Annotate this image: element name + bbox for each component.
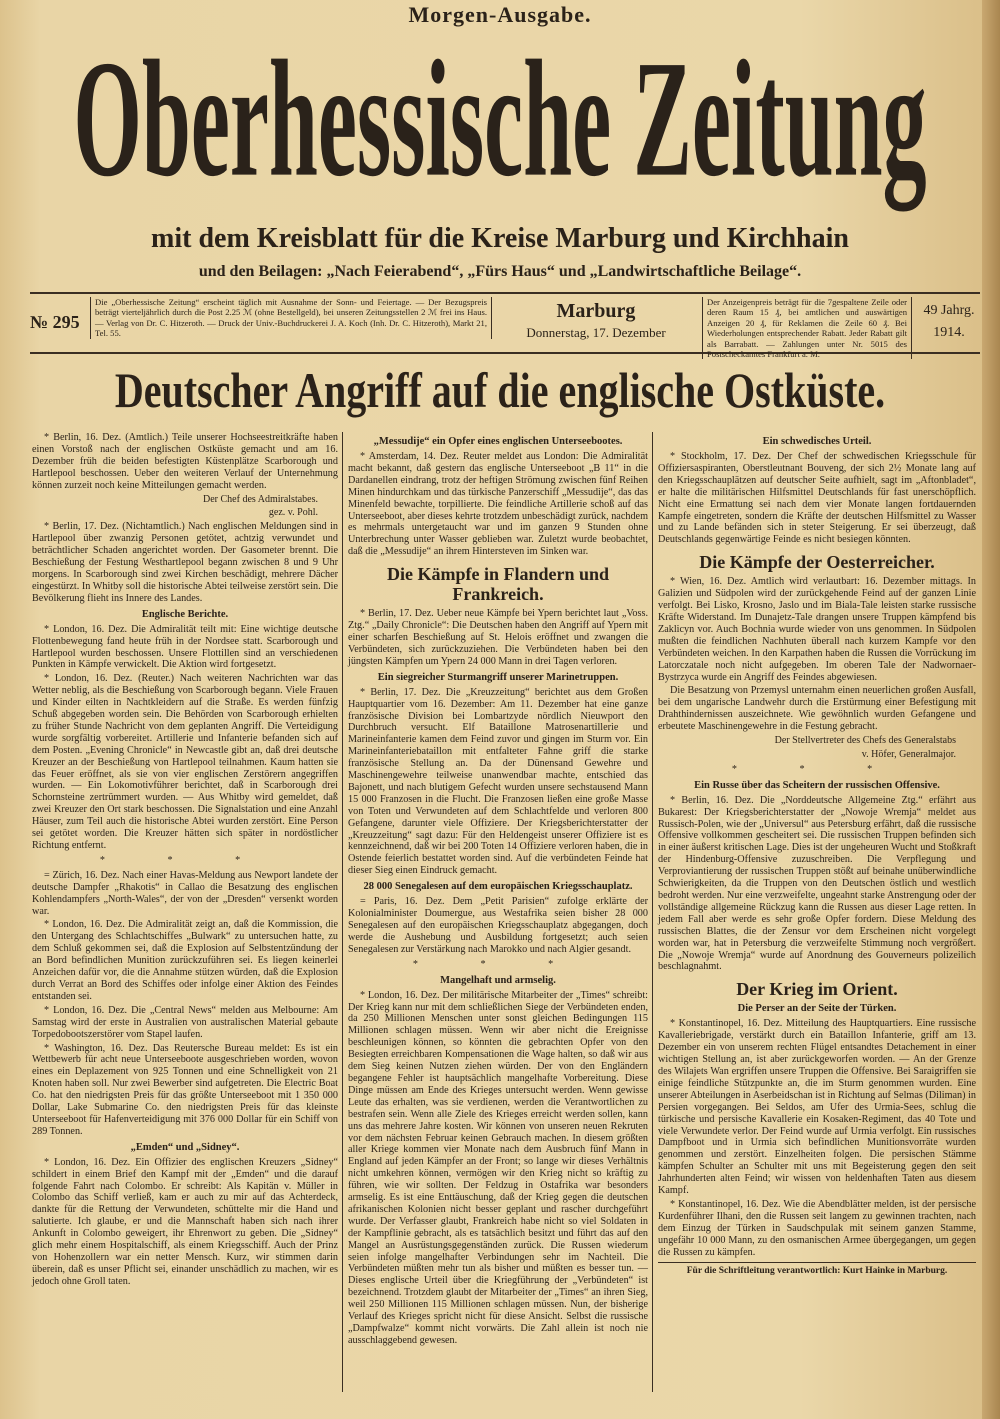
separator-stars: * * * bbox=[412, 958, 584, 970]
subscription-info: Die „Oberhessische Zeitung“ erscheint täglich mit Ausnahme der Sonn- und Feiertage. — Der Bezugspreis beträgt vierteljährlich durch die Post 2.25 ℳ (ohne Bestellgeld), bei unseren Zeitungsstellen 2 ℳ frei ins Haus. — Verlag von Dr. C. Hitzeroth. — Druck der Univ.-Buchdruckerei J. A. Koch (Inh. Dr. C. Hitzeroth), Markt 21, Tel. 55. bbox=[90, 297, 492, 339]
separator-stars: * * * bbox=[731, 763, 903, 775]
article-heading: Ein siegreicher Sturmangriff unserer Marinetruppen. bbox=[377, 671, 619, 683]
article-paragraph: * Berlin, 16. Dez. (Amtlich.) Teile unserer Hochseestreitkräfte haben einen Vorstoß nach der englischen Ostküste gemacht und am 16. Dezember früh die beiden befestigten Küstenplätze Scarborough und Hartlepool beschossen. Ueber den weiteren Verlauf der Unternehmung können zurzeit noch keine Mitteilungen gemacht werden. bbox=[32, 432, 338, 491]
page-edge bbox=[982, 0, 1000, 1419]
article-heading: Mangelhaft und armselig. bbox=[440, 974, 556, 986]
info-strip bbox=[30, 292, 980, 360]
advertising-info: Der Anzeigenpreis beträgt für die 7gespaltene Zeile oder deren Raum 15 ₰, bei amtlichen und auswärtigen Anzeigen 20 ₰, für Reklamen die Zeile 60 ₰. Bei Wiederholungen entsprechender Rabatt. Jeder Rabatt gilt als Barrabatt. — Zahlungen unter Nr. 5015 des Postscheckamtes Frankfurt a. M. bbox=[702, 297, 912, 359]
article-paragraph: * London, 16. Dez. Die Admiralität teilt mit: Eine wichtige deutsche Flottenbewegung fand heute früh in der Nordsee statt. Scarborough und Hartlepool wurden beschossen. Unsere Flottillen sind an verschiedenen Punkten in Kämpfe verwickelt. Die Aktion wird fortgesetzt. bbox=[32, 623, 338, 671]
volume-year bbox=[918, 300, 980, 344]
year: 1914. bbox=[933, 325, 965, 340]
column-rule bbox=[342, 432, 343, 1392]
signature: gez. v. Pohl. bbox=[268, 507, 318, 519]
article-paragraph: = Paris, 16. Dez. Dem „Petit Parisien“ zufolge erklärte der Kolonialminister Doumergue, aus Westafrika seien bisher 28 000 Senegalesen auf den europäischen Kriegsschauplatz abgegangen, doch werde die Aushebung und Ausbildung fortgesetzt; auch seien Senegalesen zur Verstärkung nach Marokko und nach Algier gesandt. bbox=[348, 896, 648, 955]
column-2 bbox=[348, 432, 648, 1349]
article-heading: Ein schwedisches Urteil. bbox=[762, 436, 872, 447]
article-paragraph: * London, 16. Dez. (Reuter.) Nach weiteren Nachrichten war das Wetter neblig, als die Beschießung von Scarborough begann. Viele Frauen und Kinder eilten in Nachtkleidern auf die Straße. Es werden fünfzig Schuß abgegeben worden sein. Die Behörden von Scarborough erhielten zu früher Stunde Nachricht von dem geplanten Angriff. Die Verteidigung wurde sorgfältig vorbereitet. Artillerie und Infanterie befanden sich auf dem Posten. „Evening Chronicle“ in Newcastle gibt an, daß drei deutsche Kreuzer an der Beschießung von Hartlepool teilnahmen. Kaum hatten sie das Feuer eröffnet, als sie von vier englischen Zerstörern angegriffen wurden. — Ein Lokomotivführer berichtet, daß in Scarborough drei Schornsteine zertrümmert wurden. — Aus Whitby wird gemeldet, daß zwei Kreuzer den Ort stark beschossen. Die Signalstation und eine Anzahl Häuser, zum Teil auch die historische Abtei wurden zerstört. Eine Person sei getötet worden. Die Kreuzer hätten sich später in nordöstlicher Richtung entfernt. bbox=[32, 673, 338, 851]
article-paragraph: * Amsterdam, 14. Dez. Reuter meldet aus London: Die Admiralität macht bekannt, daß gestern das englische Unterseeboot „B 11“ in die Dardanellen eindrang, trotz der heftigen Strömung zwischen fünf Reihen Minen hindurchkam und das türkische Panzerschiff „Messudije“, das das Minenfeld bewachte, torpillierte. Die feindliche Artillerie schoß auf das Unterseeboot, aber dieses kehrte trotzdem unbeschädigt zurück, nachdem es mehrmals untergetaucht war und im ganzen 9 Stunden ohne Unterbrechung unter Wasser geblieben war. Zuletzt wurde beobachtet, daß die „Messudije“ an ihrem Hintersteven im Sinken war. bbox=[348, 451, 648, 558]
supplements-line: und den Beilagen: „Nach Feierabend“, „Fürs Haus“ und „Landwirtschaftliche Beilage“. bbox=[198, 263, 802, 280]
article-paragraph: * Wien, 16. Dez. Amtlich wird verlautbart: 16. Dezember mittags. In Galizien und Südpolen wird der zurückgehende Feind auf der ganzen Linie verfolgt. Bei Lisko, Krosno, Jaslo und im Biala-Tale leisten starke russische Kräfte Widerstand. Im Dunajetz-Tale drangen unsere Truppen kämpfend bis Zaklicyn vor. Auch Bochnia wurde wieder von uns genommen. In Südpolen mußten die feindlichen Nachhuten überall nach kurzem Kampfe vor den Verbündeten weichen. In den Karpathen haben die Russen die Vorrückung im Latorczatale noch nicht aufgegeben. Im oberen Tale der Nadwornaer-Bystrzyca wurde ein Angriff des Feindes abgewiesen. bbox=[658, 576, 976, 683]
editor-credit: Für die Schriftleitung verantwortlich: Kurt Hainke in Marburg. bbox=[658, 1262, 976, 1277]
article-paragraph: * Berlin, 16. Dez. Die „Norddeutsche Allgemeine Ztg.“ erfährt aus Bukarest: Der Kriegsberichterstatter der „Nowoje Wremja“ meldet aus Russisch-Polen, wie der „Universul“ aus Petersburg erfährt, daß die russische Offensive vollkommen gescheitert sei. Die russischen Truppen befinden sich in einer äußerst kritischen Lage. Dies ist der ungeheuren Wucht und Stoßkraft der Hindenburg-Offensive zuzuschreiben. Die Verpflegung und Verproviantierung der russischen Truppen stößt auf beinahe unüberwindliche Schwierigkeiten, da die Truppen von den Deutschen östlich und westlich bedroht werden. Nur eine verzweifelte, ungeahnt starke Anstrengung oder der vollständige allgemeine Rückzug kann die Russen aus dieser Lage retten. In jedem Fall aber werde es sehr große Opfer fordern. Diese Meldung des russischen Blattes, die der Zensur vor dem Erscheinen nicht vorgelegt worden war, hat in Petersburg die verzweifelte Stimmung noch vergrößert. Die „Nowoje Wremja“ wurde auf Anordnung des Gouverneurs polizeilich beschlagnahmt. bbox=[658, 794, 976, 973]
article-heading: Englische Berichte. bbox=[141, 608, 229, 620]
article-heading: „Messudije“ ein Opfer eines englischen Unterseebootes. bbox=[373, 436, 623, 447]
article-paragraph: * Stockholm, 17. Dez. Der Chef der schwedischen Kriegsschule für Offiziersaspiranten, Oberstleutnant Bouveng, der sich 2½ Monate lang auf den Kriegsschauplätzen auf deutscher Seite aufhielt, sagt im „Aftonbladet“, er halte die militärischen Hilfsmittel Deutschlands für fast unerschöpflich. Nicht eine Ermattung sei nach dem vier Monate langen fortdauernden Kampfe eingetreten, sondern die Kräfte der deutschen Hilfsmittel zu Wasser und zu Lande befänden sich in steter Steigerung. Er sei überzeugt, daß Deutschlands gegenwärtige Feinde es nicht besiegen könnten. bbox=[658, 451, 976, 546]
column-rule bbox=[652, 432, 653, 1392]
separator-stars: * * * bbox=[99, 854, 271, 866]
article-paragraph: * Washington, 16. Dez. Das Reutersche Bureau meldet: Es ist ein Wettbewerb für acht neue Unterseeboote ausgeschrieben worden, wovon eines ein Deplazement von 925 Tonnen und eine Schnelligkeit von 21 Knoten haben soll. Nur zwei Bewerber sind aufgetreten. Die Electric Boat Co. hat den niedrigsten Preis für das größte Unterseeboot mit 1 350 000 Dollar, Lake Submarine Co. den niedrigsten Preis für das kleinste Unterseeboot für Hafenverteidigung mit 376 000 Dollar für ein Schiff von 289 Tonnen. bbox=[32, 1042, 338, 1137]
article-heading: 28 000 Senegalesen auf dem europäischen Kriegsschauplatz. bbox=[363, 881, 633, 893]
article-heading: Die Perser an der Seite der Türken. bbox=[737, 1003, 897, 1015]
article-paragraph: * Konstantinopel, 16. Dez. Mitteilung des Hauptquartiers. Eine russische Kavalleriebrigade, verstärkt durch ein Bataillon Infanterie, griff am 13. Dezember ein von unserem rechten Flügel entsandtes Detachement in einer wichtigen Stellung an, ist aber zurückgeworfen worden. — An der Grenze des Wilajets Wan ergriffen unsere Truppen die Offensive. Bei Saraigriffen sie einige feindliche Stützpunkte an, die im Sturm genommen wurden. Eine unserer Abteilungen in Aserbeidschan ist in Richtung auf Selmas (Diliman) in Persien vorgegangen. Bei Seldos, am Ufer des Urmia-Sees, schlug die türkische und persische Kavallerie ein Kosaken-Regiment, das 40 Tote und viele Verwundete verlor. Der Feind wurde auf Urmia verfolgt. Ein russisches Dampfboot und in Urmia sich befindlichen Munitionsvorräte wurden genommen und zerstört. Einzelheiten folgen. Die persischen Stämme kämpfen Schulter an Schulter mit uns mit Begeisterung gegen den seit Jahrhunderten alten Feind; wir wissen von heldenhaften Taten aus diesem Kampf. bbox=[658, 1018, 977, 1197]
article-paragraph: * London, 16. Dez. Ein Offizier des englischen Kreuzers „Sidney“ schildert in einem Brief den Kampf mit der „Emden“ und die darauf folgende Fahrt nach Colombo. Er schreibt: Als Kapitän v. Müller in Colombo das Schiff verließ, kam er auch zu mir auf das Achterdeck, dankte für die Rettung der Verwundeten, schüttelte mir die Hand und salutierte. Ich glaube, er und die Mannschaft haben sich nach ihrer Ankunft in Colombo geweigert, ihr Ehrenwort zu geben. Die „Sidney“ glich mehr einem Hospitalschiff, als einem Kriegsschiff. Auch der Prinz von Hohenzollern war ein netter Mensch. Kurz, wir stimmen darin überein, daß es unser Pflicht sei, einander unschädlich zu machen, wir es jedoch ohne Groll taten. bbox=[32, 1156, 338, 1287]
issue-date: Donnerstag, 17. Dezember bbox=[526, 325, 666, 340]
edition-label: Morgen-Ausgabe. bbox=[408, 2, 592, 27]
signature: Der Chef des Admiralstabes. bbox=[203, 493, 318, 505]
article-paragraph: * London, 16. Dez. Die „Central News“ melden aus Melbourne: Am Samstag wird der erste in Australien von australischen Material gebaute Torpedobootszerstörer vom Stapel laufen. bbox=[32, 1004, 338, 1040]
column-1 bbox=[32, 432, 338, 1290]
article-paragraph: * Berlin, 17. Dez. (Nichtamtlich.) Nach englischen Meldungen sind in Hartlepool über zwanzig Personen getötet, achtzig verwundet und beträchtlicher Schaden angerichtet worden. Der Gasometer brennt. Die Beschießung der Festung Westhartlepool begann zwischen 8 und 9 Uhr morgens. In Scarborough sind zwei Kirchen beschädigt, mehrere Dächer eingestürzt. In Whitby soll die historische Abtei teilweise zerstört sein. Die Bevölkerung flieht ins Innere des Landes. bbox=[32, 521, 338, 604]
article-paragraph: * Konstantinopel, 16. Dez. Wie die Abendblätter melden, ist der persische Kurdenführer Ilhani, den die Russen seit langem zu gewinnen trachten, nach dem Einzug der Türken in Saudschpulak mit seinem ganzen Stamme, ungefähr 10 000 Mann, zu den osmanischen Armee übergegangen, um gegen die Russen zu kämpfen. bbox=[658, 1198, 976, 1258]
signature: v. Höfer, Generalmajor. bbox=[861, 748, 956, 760]
masthead: Oberhessische Zeitung bbox=[73, 28, 927, 213]
signature: Der Stellvertreter des Chefs des Generalstabs bbox=[774, 735, 956, 747]
section-heading: Der Krieg im Orient. bbox=[736, 979, 898, 1000]
issue-number: № 295 bbox=[30, 312, 80, 332]
city: Marburg bbox=[556, 300, 636, 322]
column-3 bbox=[658, 432, 976, 1277]
article-heading: Ein Russe über das Scheitern der russischen Offensive. bbox=[694, 779, 940, 791]
volume: 49 Jahrg. bbox=[923, 303, 975, 318]
section-heading: Die Kämpfe in Flandern und Frankreich. bbox=[386, 564, 610, 605]
section-heading: Die Kämpfe der Oesterreicher. bbox=[699, 552, 935, 573]
article-paragraph: * London, 16. Dez. Der militärische Mitarbeiter der „Times“ schreibt: Der Krieg kann nur mit dem schließlichen Siege der Verbündeten enden, da 250 Millionen Menschen unter sonst gleichen Bedingungen 115 Millionen schlagen müssen. Wenn wir aber nicht die Ereignisse beschleunigen können, so könnten die gebrachten Opfer von den Besiegten erreichbaren Kompensationen die Wage halten, so daß wir aus dem Sieg keinen Nutzen ziehen würden. Der von den Engländern begangene Fehler ist hauptsächlich mangelhafte Vorbereitung. Diese Dinge müssen am Ende des Krieges untersucht werden. Wenn gewisse Leute das erhalten, was sie verdienen, werden die Verantwortlichen zu bestrafen sein. Wenn alle Ziele des Krieges erreicht werden sollen, kann uns das mehrere Jahre kosten. Wir können von unseren neuen Rekruten vor dem nächsten Februar keinen Gebrauch machen. In diesem größten aller Kriege kommen vier Monate nach dem Ausbruch fünf Mann in England auf jeden Kämpfer an der Front; so lange wir dieses Verhältnis nicht umkehren können, vermögen wir den Krieg nicht so kräftig zu führen, wie wir sollten. Der Feldzug in Ostafrika war besonders armselig. Es ist eine Enttäuschung, daß der Krieg gegen die deutschen afrikanischen Kolonien nicht besser geplant und rascher durchgeführt wurde. Der Verfasser glaubt, Frankreich habe nicht so viel Soldaten in der Kampflinie gebracht, als es tatsächlich besitzt und führt das auf den Mangel an Ausrüstungsgegenständen zurück. Die Russen wiederum seien infolge mangelhafter Verbindungen sehr im Nachteil. Die Verbündeten müßten mehr tun als bisher und müßten es besser tun. — Dieses englische Urteil über die Kriegführung der „Verbündeten“ ist bezeichnend. Trotzdem glaubt der Mitarbeiter der „Times“ an ihren Sieg, weil 250 Millionen 115 Millionen schlagen müssen. Nun, der bisherige Verlauf des Krieges spricht nicht für diese Ansicht. Selbst die russische „Dampfwalze“ kommt nicht vorwärts. Die Zahl allein ist noch nie ausschlaggebend gewesen. bbox=[348, 989, 648, 1346]
article-paragraph: * London, 16. Dez. Die Admiralität zeigt an, daß die Kommission, die den Untergang des Schlachtschiffes „Bulwark“ zu untersuchen hatte, zu dem Schluß gekommen sei, daß die Explosion auf Selbstentzündung der an Bord befindlichen Munition zurückzuführen sei. Es liegen keinerlei Anzeichen dafür vor, die die Annahme stützen würden, daß die Explosion durch Verrat an Bord des Schiffes oder infolge einer Aktion des Feindes entstanden sei. bbox=[32, 919, 338, 1002]
article-paragraph: * Berlin, 17. Dez. Ueber neue Kämpfe bei Ypern berichtet laut „Voss. Ztg.“ „Daily Chronicle“: Die Deutschen haben den Angriff auf Ypern mit einer scharfen Beschießung auf St. Helois eröffnet und zwangen die Verbündeten, sich zurückzuziehen. Die Verbündeten haben bei den jüngsten Kämpfen um Ypern 24 000 Mann in drei Tagen verloren. bbox=[348, 608, 648, 667]
article-paragraph: = Zürich, 16. Dez. Nach einer Havas-Meldung aus Newport landete der deutsche Dampfer „Rhakotis“ in Callao die Besatzung des englischen Kohlendampfers „North-Wales“, der von der „Dresden“ versenkt worden war. bbox=[32, 869, 338, 917]
masthead-subtitle: mit dem Kreisblatt für die Kreise Marburg und Kirchhain bbox=[151, 223, 849, 254]
article-paragraph: Die Besatzung von Przemysl unternahm einen neuerlichen großen Ausfall, bei dem ungarische Landwehr durch die Erstürmung einer Befestigung mit Drahthindernissen auszeichnete. Wie gewöhnlich wurden Gefangene und erbeutete Maschinengewehre in die Festung gebracht. bbox=[658, 685, 976, 733]
article-paragraph: * Berlin, 17. Dez. Die „Kreuzzeitung“ berichtet aus dem Großen Hauptquartier vom 16. Dezember: Am 11. Dezember hat eine ganze französische Division bei Lombartzyde nördlich Nieuwport den Durchbruch versucht. Elf Bataillone Matrosenartillerie und Marineinfanterie kamen dem Feind zuvor und gingen im Sturm vor. Ein Marineinfanteriebataillon mit entfalteter Fahne griff die starke französische Stellung an. Da der Dünensand Gewehre und Maschinengewehre teilweise unanwendbar machte, entschied das Bajonett, und nach blutigem Gefecht wurden unsere sechstausend Mann 15 000 Franzosen in die Flucht. Die Franzosen ließen eine große Masse von Toten und Verwundeten auf dem Schlachtfelde und verloren 800 Gefangene, darunter viele Offiziere. Der Kriegsberichterstatter der „Kreuzzeitung“ sagt dazu: Für den Heldengeist unserer Offiziere ist es kennzeichnend, daß wir bei 200 Toten 14 Offiziere verloren haben, die in Ostende feierlich bestattet worden sind. Auf die verbündeten Feinde hat dieser Sieg einen Eindruck gemacht. bbox=[348, 686, 648, 877]
main-headline: Deutscher Angriff auf die englische Ostküste. bbox=[114, 362, 886, 419]
article-heading: „Emden“ und „Sidney“. bbox=[130, 1141, 240, 1153]
